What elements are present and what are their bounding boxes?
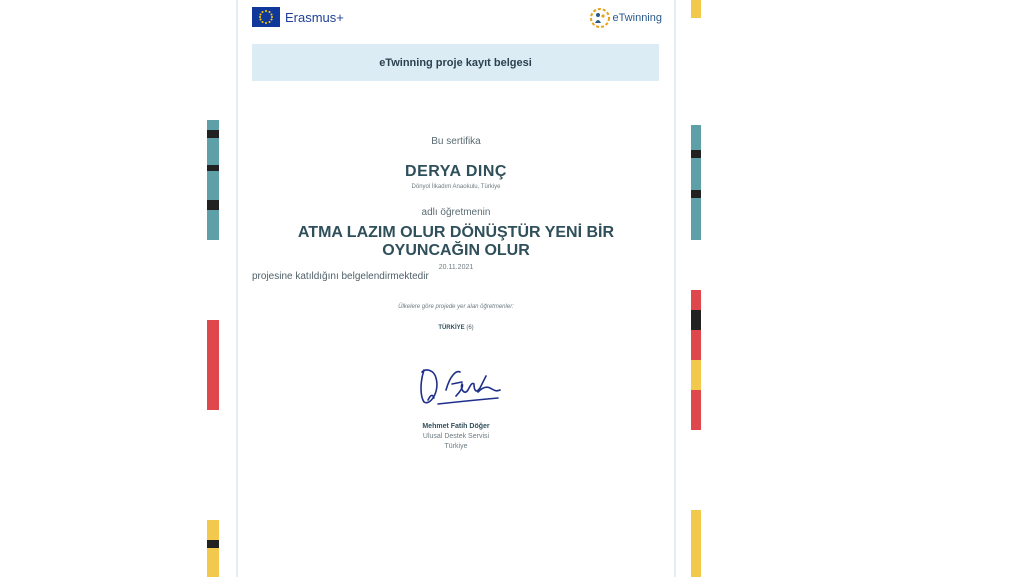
right-decorative-border — [691, 0, 701, 577]
dark-pattern-stroke — [207, 540, 219, 548]
intro-text: Bu sertifika — [431, 136, 481, 147]
country-name: TÜRKİYE — [438, 325, 465, 331]
certificate-sheet — [236, 0, 676, 577]
dark-pattern-stroke — [207, 165, 219, 171]
dark-pattern-stroke — [207, 200, 219, 210]
dark-pattern-stroke — [691, 310, 701, 330]
recipient-name: DERYA DINÇ — [405, 163, 507, 180]
countries-label: Ülkelere göre projede yer alan öğretmenler: — [398, 304, 514, 310]
eu-flag-icon — [252, 7, 280, 27]
certificate-title: eTwinning proje kayıt belgesi — [379, 56, 532, 69]
country-entry — [238, 325, 674, 331]
dark-pattern-stroke — [691, 150, 701, 158]
certificate-title-banner — [252, 44, 659, 81]
erasmus-logo-text: Erasmus+ — [285, 9, 344, 25]
role-text: adlı öğretmenin — [421, 207, 491, 218]
project-name: ATMA LAZIM OLUR DÖNÜŞTÜR YENİ BİR OYUNCAĞIN OLUR — [297, 224, 615, 259]
etwinning-logo-text: eTwinning — [612, 12, 662, 24]
certificate-date: 20.11.2021 — [438, 264, 474, 271]
yellow-pattern-block — [691, 510, 701, 577]
signature-image — [416, 362, 506, 410]
left-decorative-border — [207, 0, 219, 577]
red-pattern-block — [207, 320, 219, 410]
signer-role: Ulusal Destek Servisi — [422, 433, 490, 440]
teal-pattern-block — [207, 120, 219, 240]
etwinning-logo — [589, 7, 662, 29]
signer-name: Mehmet Fatih Döğer — [422, 423, 490, 430]
yellow-pattern-block — [691, 360, 701, 390]
erasmus-logo — [252, 7, 344, 27]
dark-pattern-stroke — [691, 190, 701, 198]
recipient-school: Dönyol İlkadım Anaokulu, Türkiye — [411, 184, 501, 190]
teal-pattern-block — [691, 125, 701, 240]
closing-text: projesine katıldığını belgelendirmektedir — [252, 271, 429, 282]
dark-pattern-stroke — [207, 130, 219, 138]
etwinning-mark-icon — [589, 7, 611, 29]
yellow-pattern-block — [691, 0, 701, 18]
signer-country: Türkiye — [444, 443, 468, 450]
country-teacher-count: (6) — [466, 325, 474, 331]
yellow-pattern-block — [207, 520, 219, 577]
